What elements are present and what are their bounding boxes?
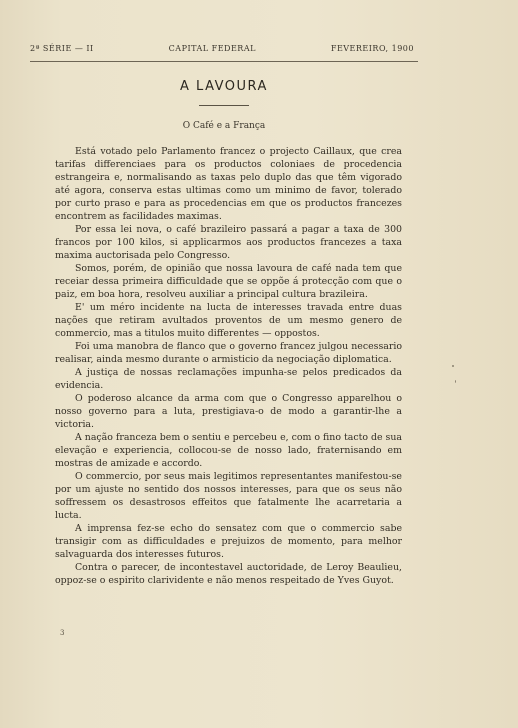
header-date: FEVEREIRO, 1900 (330, 44, 414, 53)
paragraph: O commercio, por seus mais legitimos representantes manifestou-se por um ajuste no sentido dos nossos interesses, para que os seus não soffressem os desastrosos effeitos que fatalmente lhe acarretaria a lucta. (55, 471, 402, 521)
paper-speck (452, 365, 454, 367)
paragraph: A justiça de nossas reclamações impunha-se pelos predicados da evidencia. (55, 367, 402, 391)
paragraph: Contra o parecer, de incontestavel auctoridade, de Leroy Beaulieu, oppoz-se o espirito clarividente e não menos respeitado de Yves Guyot. (55, 562, 402, 586)
article-title: A LAVOURA (180, 79, 268, 94)
article-subtitle: O Café e a França (182, 121, 266, 131)
header-publication: CAPITAL FEDERAL (168, 44, 256, 53)
paragraph: E' um méro incidente na lucta de interesses travada entre duas nações que retiram avultados proventos de um mesmo genero de commercio, mas a titulos muito differentes — oppostos. (55, 302, 402, 339)
paragraph: A imprensa fez-se echo do sensatez com que o commercio sabe transigir com as difficuldades e prejuizos de momento, para melhor salvaguarda dos interesses futuros. (55, 523, 402, 560)
paragraph: A nação franceza bem o sentiu e percebeu e, com o fino tacto de sua elevação e experiencia, collocou-se de nosso lado, fraternisando em mostras de amizade e accordo. (55, 432, 402, 469)
running-header (30, 44, 414, 53)
paragraph: O poderoso alcance da arma com que o Congresso apparelhou o nosso governo para a luta, prestigiava-o de modo a garantir-lhe a victoria. (55, 393, 402, 430)
paragraph: Somos, porém, de opinião que nossa lavoura de café nada tem que receiar dessa primeira difficuldade que se oppõe á protecção com que o paiz, em boa hora, resolveu auxiliar a principal cultura brazileira. (55, 263, 402, 300)
header-rule (30, 61, 418, 62)
paragraph: Foi uma manobra de flanco que o governo francez julgou necessario realisar, ainda mesmo durante o armisticio da negociação diplomatica. (55, 341, 402, 365)
paragraph: Está votado pelo Parlamento francez o projecto Caillaux, que crea tarifas differenciaes para os productos coloniaes de procedencia estrangeira e, normalisando as taxas pelo duplo das que têm vigorado até agora, conserva estas ultimas como um minimo de favor, tolerado por curto praso e para as procedencias em que os productos francezes encontrem as facilidades maximas. (55, 146, 402, 222)
header-series: 2ª SÉRIE — II (30, 44, 94, 53)
paper-speck (455, 380, 456, 383)
title-underline (199, 105, 249, 106)
article-body (55, 145, 402, 587)
paragraph: Por essa lei nova, o café brazileiro passará a pagar a taxa de 300 francos por 100 kilos, si applicarmos aos productos francezes a taxa maxima auctorisada pelo Congresso. (55, 224, 402, 261)
page-signature-mark: 3 (60, 629, 65, 637)
